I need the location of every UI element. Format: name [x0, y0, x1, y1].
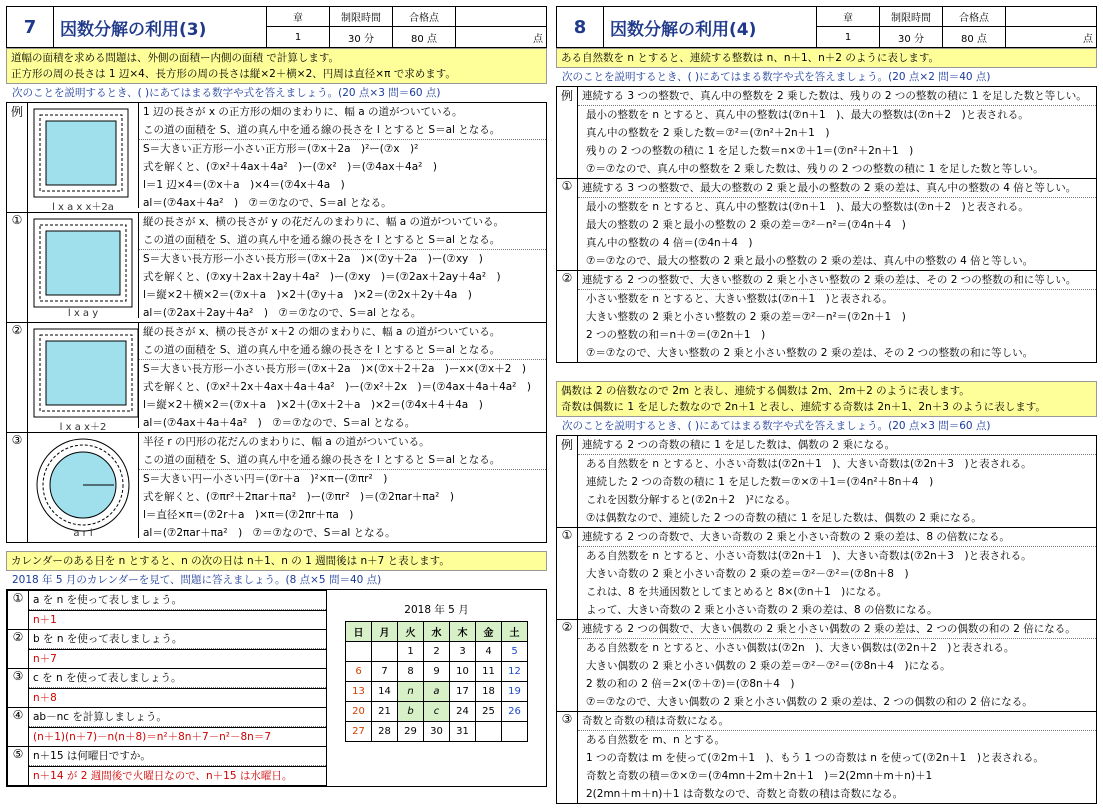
calendar-day: 13 [346, 682, 372, 702]
problem-line: この道の面積を S、道の真ん中を通る線の長さを l とすると S＝al となる。 [139, 341, 546, 360]
calendar-day: 8 [398, 662, 424, 682]
problem-line: これは、8 を共通因数としてまとめると 8×(⑦n＋1 )になる。 [586, 586, 888, 598]
problem-line: 連続する 2 つの偶数で、大きい偶数の 2 乗と小さい偶数の 2 乗の差は、2 つの偶数の和の 2 倍になる。 [578, 620, 1096, 639]
weekday-header: 水 [424, 622, 450, 642]
problem-line: これを因数分解すると(⑦2n＋2 )²になる。 [586, 494, 796, 506]
problem-line: ⑦＝⑦なので、真ん中の整数を 2 乗した数は、残りの 2 つの整数の積に 1 を足した数と等しい。 [586, 163, 1044, 175]
calendar-day [476, 722, 502, 742]
problem-line: 最小の整数を n とすると、真ん中の整数は(⑦n＋1 )、最大の整数は(⑦n＋2 )と表される。 [586, 109, 1029, 121]
calendar-instruction: 2018 年 5 月のカレンダーを見て、問題に答えましょう。(8 点×5 問＝40 点) [12, 574, 382, 586]
problem-line: 連続する 3 つの整数で、最大の整数の 2 乗と最小の整数の 2 乗の差は、真ん中の整数の 4 倍と等しい。 [578, 179, 1096, 198]
right-instruction-1: 次のことを説明するとき、( )にあてはまる数字や式を答えましょう。(20 点×2 問＝40 点) [562, 71, 991, 83]
time-value: 30 分 [898, 33, 924, 45]
problem-line: 真ん中の整数を 2 乗した数＝⑦²＝(⑦n²＋2n＋1 ) [586, 127, 830, 139]
problem-line: 2 つの整数の和＝n＋⑦＝(⑦2n＋1 ) [586, 329, 766, 341]
problem-label: 例 [557, 436, 578, 528]
calendar-day: 2 [424, 642, 450, 662]
calendar-day: 7 [372, 662, 398, 682]
question-label: ① [8, 591, 29, 630]
rect-figure [28, 323, 138, 427]
problem-line: この道の面積を S、道の真ん中を通る線の長さを l とすると S＝al となる。 [139, 121, 546, 140]
problem-line: al＝(⑦2ax＋2ay＋4a² ) ⑦＝⑦なので、S＝al となる。 [143, 307, 422, 319]
problem-line: l＝1 辺×4＝(⑦x＋a )×4＝(⑦4x＋4a ) [143, 179, 345, 191]
problem-line: l＝縦×2＋横×2＝(⑦x＋a )×2＋(⑦x＋2＋a )×2＝(⑦4x＋4＋4a ) [143, 399, 483, 411]
calendar-day: 12 [502, 662, 528, 682]
calendar-day: a [424, 682, 450, 702]
weekday-header: 金 [476, 622, 502, 642]
rect-figure [28, 213, 138, 317]
problem-line: 式を解くと、(⑦πr²＋2πar＋πa² )ー(⑦πr² )＝(⑦2πar＋πa² ) [143, 491, 454, 503]
figure-labels: l x a x x＋2a [52, 202, 114, 213]
problem-line: この道の面積を S、道の真ん中を通る線の長さを l とすると S＝al となる。 [139, 451, 546, 470]
calendar-day: 26 [502, 702, 528, 722]
problem-line: S＝大きい正方形ー小さい正方形＝(⑦x＋2a )²ー(⑦x )² [143, 143, 419, 155]
problem-line: この道の面積を S、道の真ん中を通る線の長さを l とすると S＝al となる。 [139, 231, 546, 250]
calendar-day: 19 [502, 682, 528, 702]
right-header [556, 6, 1097, 48]
calendar-question-row [8, 591, 327, 611]
calendar-day: 28 [372, 722, 398, 742]
calendar-day: 20 [346, 702, 372, 722]
question-text: b を n を使って表しましょう。 [29, 630, 326, 649]
answer-text: n＋14 が 2 週間後で火曜日なので、n＋15 は水曜日。 [33, 770, 293, 782]
weekday-header: 月 [372, 622, 398, 642]
question-text: a を n を使って表しましょう。 [29, 591, 326, 610]
calendar-day: n [398, 682, 424, 702]
problem-line: ある自然数を n とすると、小さい奇数は(⑦2n＋1 )、大きい奇数は(⑦2n＋3 )と表される。 [586, 550, 1032, 562]
calendar-day: 5 [502, 642, 528, 662]
pass-label: 合格点 [943, 7, 1005, 27]
problem-line: 1 辺の長さが x の正方形の畑のまわりに、幅 a の道がついている。 [143, 106, 463, 118]
problem-row [7, 433, 547, 543]
left-problems [6, 102, 547, 543]
problem-row [557, 271, 1097, 363]
answer-text: n＋8 [33, 692, 57, 704]
problem-line: 連続した 2 つの奇数の積に 1 を足した数＝⑦×⑦＋1＝(⑦4n²＋8n＋4 ) [586, 476, 934, 488]
problem-label: ② [7, 323, 28, 433]
problem-line: 半径 r の円形の花だんのまわりに、幅 a の道がついている。 [143, 436, 430, 448]
question-label: ⑤ [8, 747, 29, 786]
calendar-day: 11 [476, 662, 502, 682]
calendar-question-row [8, 747, 327, 767]
problem-line: 最大の整数の 2 乗と最小の整数の 2 乗の差＝⑦²－n²＝(⑦4n＋4 ) [586, 219, 906, 231]
question-text: c を n を使って表しましょう。 [29, 669, 326, 688]
weekday-header: 火 [398, 622, 424, 642]
calendar-question-row [8, 708, 327, 728]
calendar-panel [327, 590, 546, 786]
problem-line: 連続する 2 つの整数で、大きい整数の 2 乗と小さい整数の 2 乗の差は、その 2 つの整数の和に等しい。 [578, 271, 1096, 290]
calendar-day: 27 [346, 722, 372, 742]
right-instruction-2: 次のことを説明するとき、( )にあてはまる数字や式を答えましょう。(20 点×3 問＝60 点) [562, 420, 991, 432]
calendar-day: 9 [424, 662, 450, 682]
problem-line: ⑦＝⑦なので、大きい整数の 2 乗と小さい整数の 2 乗の差は、その 2 つの整数の和に等しい。 [586, 347, 1034, 359]
figure-labels: a r l [73, 528, 93, 539]
problem-line: 大きい偶数の 2 乗と小さい偶数の 2 乗の差＝⑦²－⑦²＝(⑦8n＋4 )になる。 [586, 660, 951, 672]
calendar-questions [7, 590, 327, 786]
problem-figure [28, 323, 139, 433]
problem-label: ② [557, 620, 578, 712]
time-value: 30 分 [348, 33, 374, 45]
problem-line: 式を解くと、(⑦x²＋2x＋4ax＋4a＋4a² )ー(⑦x²＋2x )＝(⑦4ax＋4a＋4a² ) [143, 381, 531, 393]
problem-figure [28, 433, 139, 538]
problem-line: 奇数と奇数の積＝⑦×⑦＝(⑦4mn＋2m＋2n＋1 )＝2(2mn＋m＋n)＋1 [586, 770, 933, 782]
right-title: 因数分解の利用(4) [610, 19, 757, 40]
calendar-question-row [8, 669, 327, 689]
problem-line: 連続する 2 つの奇数の積に 1 を足した数は、偶数の 2 乗になる。 [578, 436, 1096, 455]
integer-problems [556, 86, 1097, 363]
problem-line: S＝大きい長方形ー小さい長方形＝(⑦x＋2a )×(⑦x＋2＋2a )ーx×(⑦x＋2 ) [143, 363, 527, 375]
problem-row [557, 620, 1097, 712]
problem-line: 奇数と奇数の積は奇数になる。 [578, 712, 1096, 731]
calendar-day [346, 642, 372, 662]
problem-label: ① [557, 528, 578, 620]
calendar-day: 10 [450, 662, 476, 682]
pass-value: 80 点 [411, 33, 437, 45]
problem-line: ⑦は偶数なので、連続した 2 つの奇数の積に 1 を足した数は、偶数の 2 乗になる。 [586, 512, 982, 524]
problem-line: S＝大きい長方形ー小さい長方形＝(⑦x＋2a )×(⑦y＋2a )ー(⑦xy ) [143, 253, 483, 265]
problem-row [557, 179, 1097, 271]
calendar-day: 30 [424, 722, 450, 742]
left-number: 7 [7, 7, 54, 47]
problem-line: 小さい整数を n とすると、大きい整数は(⑦n＋1 )と表される。 [586, 293, 893, 305]
left-intro: 道幅の面積を求める問題は、外側の面積ー内側の面積 で計算します。 正方形の周の長さは 1 辺×4、長方形の周の長さは縦×2＋横×2、円周は直径×π で求めます。 [6, 48, 547, 84]
pass-value: 80 点 [961, 33, 987, 45]
problem-line: 1 つの奇数は m を使って(⑦2m＋1 )、もう 1 つの奇数は n を使って(⑦2n＋1 )と表される。 [586, 752, 1044, 764]
problem-line: 大きい奇数の 2 乗と小さい奇数の 2 乗の差＝⑦²－⑦²＝(⑦8n＋8 ) [586, 568, 909, 580]
calendar-day: 3 [450, 642, 476, 662]
problem-label: ③ [557, 712, 578, 804]
calendar-day: 24 [450, 702, 476, 722]
chapter-label: 章 [267, 7, 329, 27]
right-number: 8 [557, 7, 604, 47]
problem-line: S＝大きい円ー小さい円＝(⑦r＋a )²×πー(⑦πr² ) [143, 473, 388, 485]
problem-line: 縦の長さが x、横の長さが y の花だんのまわりに、幅 a の道がついている。 [143, 216, 505, 228]
left-worksheet [6, 6, 547, 787]
weekday-header: 日 [346, 622, 372, 642]
calendar-day [502, 722, 528, 742]
problem-line: al＝(⑦2πar＋πa² ) ⑦＝⑦なので、S＝al となる。 [143, 527, 396, 539]
calendar-day: 17 [450, 682, 476, 702]
calendar-day: c [424, 702, 450, 722]
calendar-day: 14 [372, 682, 398, 702]
question-text: n＋15 は何曜日ですか。 [29, 747, 326, 766]
left-title: 因数分解の利用(3) [60, 19, 207, 40]
weekday-header: 土 [502, 622, 528, 642]
left-instruction: 次のことを説明するとき、( )にあてはまる数字や式を答えましょう。(20 点×3 問＝60 点) [12, 87, 441, 99]
problem-line: 縦の長さが x、横の長さが x＋2 の畑のまわりに、幅 a の道がついている。 [143, 326, 501, 338]
pass-label: 合格点 [393, 7, 455, 27]
problem-row [557, 712, 1097, 804]
problem-label: 例 [7, 103, 28, 213]
answer-text: (n＋1)(n＋7)－n(n＋8)＝n²＋8n＋7－n²－8n＝7 [33, 731, 271, 743]
calendar-day: 4 [476, 642, 502, 662]
right-intro-1: ある自然数を n とすると、連続する整数は n、n＋1、n＋2 のように表します。 [556, 48, 1097, 68]
calendar-day: 18 [476, 682, 502, 702]
problem-label: 例 [557, 87, 578, 179]
problem-row [7, 323, 547, 433]
figure-labels: l x a y [67, 308, 99, 319]
question-label: ③ [8, 669, 29, 708]
score-unit: 点 [533, 33, 543, 45]
problem-line: 連続する 2 つの奇数で、大きい奇数の 2 乗と小さい奇数の 2 乗の差は、8 の倍数になる。 [578, 528, 1096, 547]
problem-row [557, 436, 1097, 528]
problem-line: l＝直径×π＝(⑦2r＋a )×π＝(⑦2πr＋πa ) [143, 509, 354, 521]
calendar-title: 2018 年 5 月 [404, 604, 469, 616]
problem-label: ③ [7, 433, 28, 543]
problem-line: 残りの 2 つの整数の積に 1 を足した数＝n×⑦＋1＝(⑦n²＋2n＋1 ) [586, 145, 914, 157]
circle-figure [28, 433, 138, 537]
problem-line: 最小の整数を n とすると、真ん中の整数は(⑦n＋1 )、最大の整数は(⑦n＋2 )と表される。 [586, 201, 1029, 213]
calendar-intro: カレンダーのある日を n とすると、n の次の日は n＋1、n の 1 週間後は n＋7 と表します。 [6, 551, 547, 571]
problem-label: ① [7, 213, 28, 323]
problem-figure [28, 103, 139, 213]
problem-line: 大きい整数の 2 乗と小さい整数の 2 乗の差＝⑦²－n²＝(⑦2n＋1 ) [586, 311, 906, 323]
chapter-value: 1 [294, 31, 302, 43]
problem-line: よって、大きい奇数の 2 乗と小さい奇数の 2 乗の差は、8 の倍数になる。 [586, 604, 938, 616]
calendar-day: 1 [398, 642, 424, 662]
problem-line: ⑦＝⑦なので、最大の整数の 2 乗と最小の整数の 2 乗の差は、真ん中の整数の 4 倍と等しい。 [586, 255, 1034, 267]
problem-line: ⑦＝⑦なので、大きい偶数の 2 乗と小さい偶数の 2 乗の差は、2 つの偶数の和の 2 倍になる。 [586, 696, 1033, 708]
question-label: ④ [8, 708, 29, 747]
calendar-day: 21 [372, 702, 398, 722]
problem-line: ある自然数を m、n とする。 [586, 734, 726, 746]
calendar-day: 29 [398, 722, 424, 742]
time-label: 制限時間 [880, 7, 942, 27]
question-label: ② [8, 630, 29, 669]
problem-line: 式を解くと、(⑦xy＋2ax＋2ay＋4a² )ー(⑦xy )＝(⑦2ax＋2ay＋4a² ) [143, 271, 501, 283]
problem-figure [28, 213, 139, 318]
problem-line: ある自然数を n とすると、小さい奇数は(⑦2n＋1 )、大きい奇数は(⑦2n＋3 )と表される。 [586, 458, 1032, 470]
left-header [6, 6, 547, 48]
problem-row [7, 213, 547, 323]
question-text: ab－nc を計算しましょう。 [29, 708, 326, 727]
problem-label: ② [557, 271, 578, 363]
problem-line: 2(2mn＋m＋n)＋1 は奇数なので、奇数と奇数の積は奇数になる。 [586, 788, 904, 800]
calendar-day: b [398, 702, 424, 722]
chapter-label: 章 [817, 7, 879, 27]
problem-line: 真ん中の整数の 4 倍＝(⑦4n＋4 ) [586, 237, 753, 249]
problem-label: ① [557, 179, 578, 271]
time-label: 制限時間 [330, 7, 392, 27]
rect-figure [28, 103, 138, 207]
problem-line: al＝(⑦4ax＋4a＋4a² ) ⑦＝⑦なので、S＝al となる。 [143, 417, 416, 429]
calendar-day: 25 [476, 702, 502, 722]
calendar-day: 31 [450, 722, 476, 742]
odd-even-problems [556, 435, 1097, 804]
answer-text: n＋7 [33, 653, 57, 665]
chapter-value: 1 [844, 31, 852, 43]
problem-line: l＝縦×2＋横×2＝(⑦x＋a )×2＋(⑦y＋a )×2＝(⑦2x＋2y＋4a ) [143, 289, 472, 301]
right-worksheet [556, 6, 1097, 804]
calendar-table [345, 621, 528, 742]
calendar-question-row [8, 630, 327, 650]
problem-row [557, 87, 1097, 179]
problem-line: ある自然数を n とすると、小さい偶数は(⑦2n )、大きい偶数は(⑦2n＋2 )と表される。 [586, 642, 1015, 654]
weekday-header: 木 [450, 622, 476, 642]
right-intro-2: 偶数は 2 の倍数なので 2m と表し、連続する偶数は 2m、2m＋2 のように表します。 奇数は偶数に 1 を足した数なので 2n＋1 と表し、連続する奇数は 2n＋1、2n＋3 のように表します。 [556, 381, 1097, 417]
problem-row [557, 528, 1097, 620]
problem-line: al＝(⑦4ax＋4a² ) ⑦＝⑦なので、S＝al となる。 [143, 197, 392, 209]
problem-line: 連続する 3 つの整数で、真ん中の整数を 2 乗した数は、残りの 2 つの整数の積に 1 を足した数と等しい。 [578, 87, 1096, 106]
problem-line: 2 数の和の 2 倍＝2×(⑦＋⑦)＝(⑦8n＋4 ) [586, 678, 795, 690]
score-unit: 点 [1083, 33, 1093, 45]
calendar-day [372, 642, 398, 662]
problem-line: 式を解くと、(⑦x²＋4ax＋4a² )ー(⑦x² )＝(⑦4ax＋4a² ) [143, 161, 437, 173]
problem-row [7, 103, 547, 213]
answer-text: n＋1 [33, 614, 57, 626]
calendar-day: 6 [346, 662, 372, 682]
figure-labels: l x a x＋2 [59, 422, 107, 433]
